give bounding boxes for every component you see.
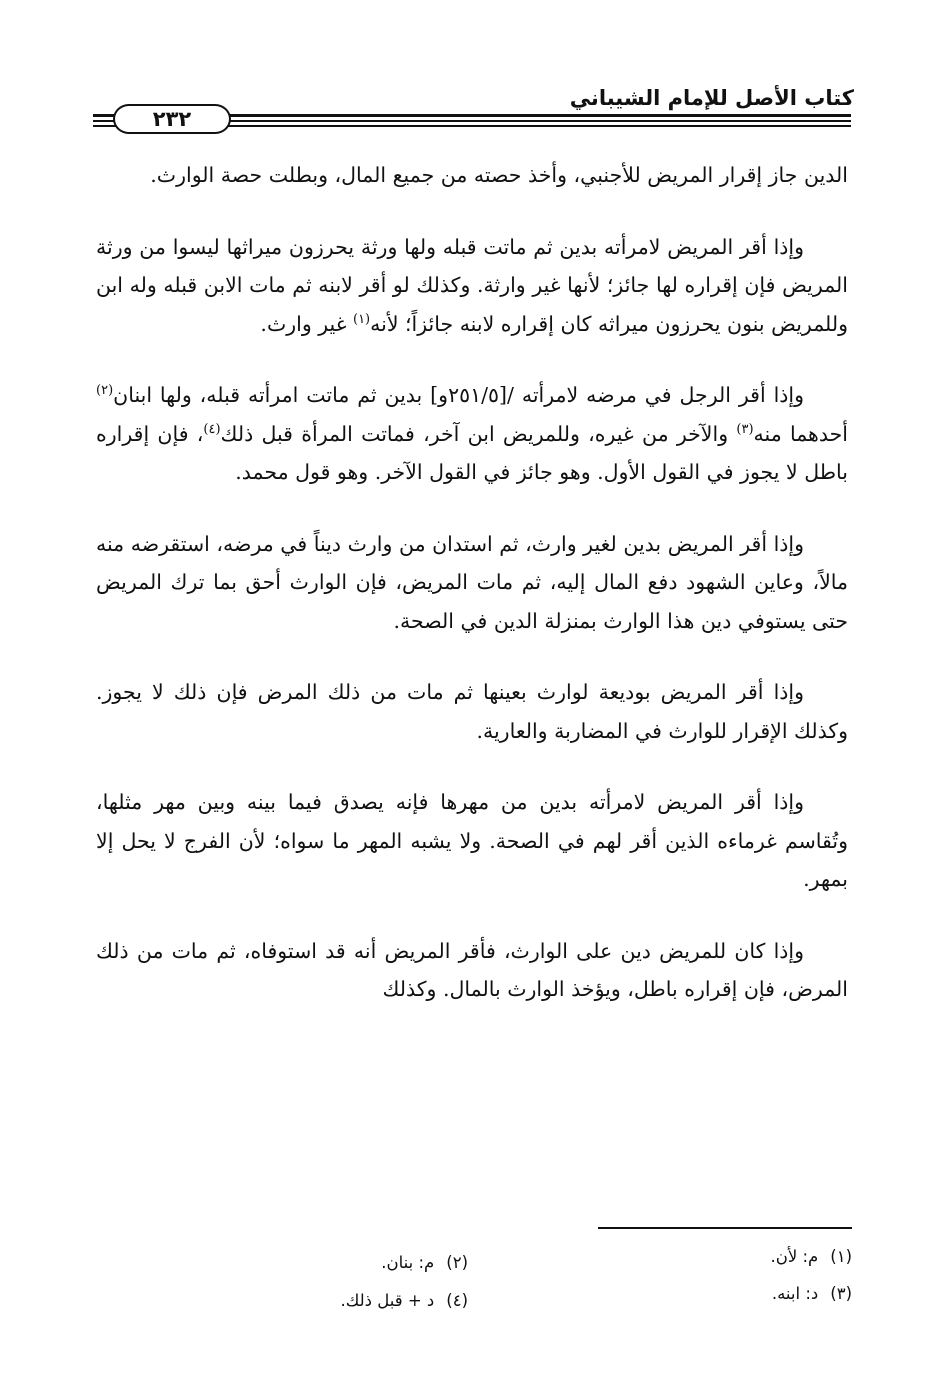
paragraph-3 [96,376,848,492]
paragraph-3-text-c: والآخر من غيره، وللمريض ابن آخر، فماتت المرأة قبل ذلك [220,421,737,446]
footnote-ref-1: (١) [352,311,371,327]
paragraph-2-text-end: غير وارث. [260,311,353,336]
footnote-number: (١) [830,1247,852,1266]
running-title: كتاب الأصل للإمام الشيباني [569,86,854,110]
page-number: ٢٣٢ [152,107,192,131]
footnote-3 [772,1284,852,1303]
footnote-text: م: بنان. [381,1253,435,1272]
paragraph-3-text-b: أحدهما منه [753,421,848,446]
footnote-text: د + قبل ذلك. [340,1291,435,1310]
footnote-rule [598,1227,852,1229]
paragraph-7: وإذا كان للمريض دين على الوارث، فأقر المريض أنه قد استوفاه، ثم مات من ذلك المرض، فإن إقراره باطل، ويؤخذ الوارث بالمال. وكذلك [96,938,848,1001]
paragraph-6: وإذا أقر المريض لامرأته بدين من مهرها فإنه يصدق فيما بينه وبين مهر مثلها، وتُقاسم غرماءه الذين أقر لهم في الصحة. ولا يشبه المهر ما سواه؛ لأن الفرج لا يحل إلا بمهر. [96,790,848,891]
paragraph-5: وإذا أقر المريض بوديعة لوارث بعينها ثم مات من ذلك المرض فإن ذلك لا يجوز. وكذلك الإقرار للوارث في المضاربة والعارية. [96,680,848,743]
footnote-ref-3: (٣) [736,421,754,437]
footnote-number: (٤) [446,1291,468,1310]
paragraph-4: وإذا أقر المريض بدين لغير وارث، ثم استدان من وارث ديناً في مرضه، استقرضه منه مالاً، وعاين الشهود دفع المال إليه، ثم مات المريض، فإن الوارث أحق بما ترك المريض حتى يستوفي دين هذا الوارث بمنزلة الدين في الصحة. [96,531,848,633]
footnote-number: (٣) [830,1284,852,1303]
page-number-badge [113,104,231,134]
paragraph-3-text-d: ، فإن إقراره باطل لا يجوز في القول الأول. وهو جائز في القول الآخر. وهو قول محمد. [96,421,848,484]
paragraph-2 [96,228,848,344]
footnote-ref-4: (٤) [203,421,221,437]
paragraph-1: الدين جاز إقرار المريض للأجنبي، وأخذ حصته من جميع المال، وبطلت حصة الوارث. [150,163,848,187]
footnote-4 [340,1291,468,1310]
footnote-text: م: لأن. [770,1247,819,1266]
paragraph-2-text: وإذا أقر المريض لامرأته بدين ثم ماتت قبله ولها ورثة يحرزون ميراثها ليسوا من ورثة المريض فإن إقراره لها جائز؛ لأنها غير وارثة. وكذلك لو أقر لابنه ثم مات الابن قبله وله ابن وللمريض بنون يحرزون ميراثه كان إقراره لابنه جائزاً؛ لأنه [96,234,848,336]
footnote-number: (٢) [446,1253,468,1272]
footnote-1 [770,1247,852,1266]
paragraph-3-text-a: وإذا أقر الرجل في مرضه لامرأته /[٢٥١/٥و] بدين ثم ماتت امرأته قبله، ولها ابنان [113,383,804,407]
footnote-text: د: ابنه. [771,1284,819,1303]
footnote-ref-2: (٢) [96,383,114,399]
body-text [96,156,848,1042]
footnote-2 [381,1253,468,1272]
